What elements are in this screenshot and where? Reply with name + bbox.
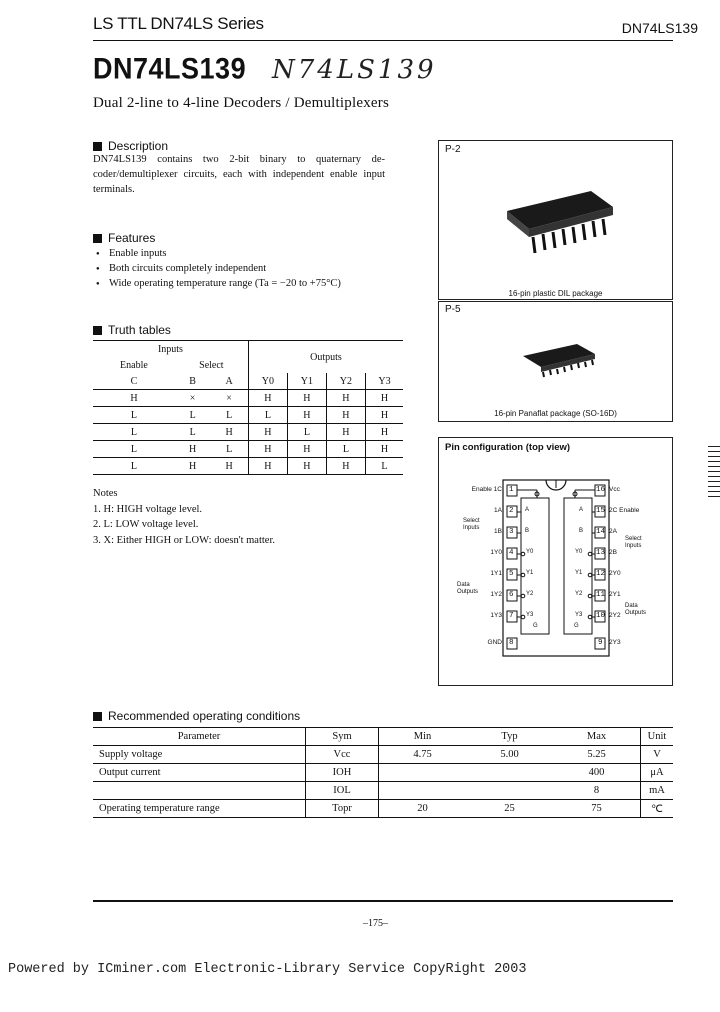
cell: L: [210, 441, 248, 458]
dil-package-icon: [499, 183, 619, 263]
table-row: [93, 424, 403, 441]
feature-item: ● Wide operating temperature range (Ta = −20 to +75°C): [96, 276, 396, 291]
features-heading: Features: [93, 231, 155, 245]
recommended-table: [93, 727, 673, 818]
internal-label: Y2: [575, 591, 583, 597]
internal-label: Y0: [575, 549, 583, 555]
feature-item: ● Both circuits completely independent: [96, 261, 396, 276]
cell: 400: [553, 764, 641, 782]
part-title: DN74LS139: [93, 52, 247, 85]
table-row: [93, 407, 403, 424]
cell: 8: [553, 782, 641, 800]
truth-table: [93, 340, 403, 475]
enable-header: Enable: [120, 359, 148, 371]
pin-number: 13: [596, 549, 606, 557]
table-row: [93, 390, 403, 407]
pin-label: 2Y3: [609, 639, 621, 646]
pin-label: 2B: [609, 549, 617, 556]
cell: V: [653, 749, 661, 760]
pin-label: 1Y1: [490, 570, 502, 577]
pin-config-heading: Pin configuration (top view): [445, 442, 571, 453]
cell: H: [326, 390, 365, 407]
cell: [466, 764, 553, 782]
cell: 4.75: [413, 749, 432, 760]
cell: H: [248, 424, 287, 441]
cell: H: [380, 426, 389, 438]
col-header: Y1: [287, 373, 326, 390]
page-number: –175–: [363, 918, 388, 929]
cell: L: [130, 409, 137, 421]
cell: H: [287, 458, 326, 475]
cell: H: [326, 424, 365, 441]
pin-number: 12: [596, 570, 606, 578]
cell: L: [210, 407, 248, 424]
group-label: Select Inputs: [625, 536, 642, 549]
outputs-header: Outputs: [310, 351, 342, 363]
group-label: Select Inputs: [463, 518, 480, 531]
col-header: Y0: [248, 373, 287, 390]
internal-label: Y0: [526, 549, 534, 555]
pin-number: 4: [509, 549, 514, 557]
cell: H: [380, 443, 389, 455]
cell: ×: [210, 390, 248, 407]
col-header: Parameter: [93, 728, 306, 746]
cell: H: [380, 409, 389, 421]
sop-package-icon: [519, 340, 599, 380]
cell: [379, 764, 467, 782]
footer-rule: [93, 900, 673, 902]
internal-label: A: [525, 507, 530, 513]
powered-by-footer: Powered by ICminer.com Electronic-Library Service CopyRight 2003: [8, 962, 527, 977]
col-header: Max: [553, 728, 641, 746]
internal-label: G: [533, 623, 538, 629]
pin-label: 2Y1: [609, 591, 621, 598]
cell: L: [130, 443, 137, 455]
cell: H: [248, 390, 287, 407]
note-item: 2. L: LOW voltage level.: [93, 519, 199, 530]
internal-label: B: [525, 528, 530, 534]
cell: H: [326, 458, 365, 475]
package-p2-box: [438, 140, 673, 300]
table-row: [93, 764, 673, 782]
pin-label: 2Y2: [609, 612, 621, 619]
pin-number: 16: [596, 486, 606, 494]
package-caption: 16-pin plastic DIL package: [508, 289, 603, 298]
cell: μA: [650, 767, 664, 778]
pin-number: 7: [509, 612, 514, 620]
inputs-header: Inputs: [93, 341, 248, 358]
scan-edge-mark: [708, 446, 720, 498]
pin-number: 5: [509, 570, 514, 578]
section-bullet-icon: [93, 326, 102, 335]
internal-label: Y2: [526, 591, 534, 597]
handwritten-annotation: N74LS139: [272, 55, 437, 85]
table-row: [93, 782, 673, 800]
cell: L: [326, 441, 365, 458]
note-item: 1. H: HIGH voltage level.: [93, 503, 203, 515]
table-row: [93, 746, 673, 764]
recommended-heading: Recommended operating conditions: [93, 709, 300, 723]
col-header: Y2: [326, 373, 365, 390]
truth-table-heading: Truth tables: [93, 323, 171, 337]
pin-number: 14: [596, 528, 606, 536]
col-header: A: [210, 373, 248, 390]
package-caption: 16-pin Panaflat package (SO-16D): [494, 409, 617, 418]
cell: ×: [189, 392, 196, 404]
cell: 5.25: [553, 746, 641, 764]
col-header: Y3: [378, 375, 391, 387]
section-bullet-icon: [93, 142, 102, 151]
pin-number: 11: [596, 591, 606, 599]
col-header: B: [189, 375, 196, 387]
select-header: Select: [175, 357, 249, 373]
cell: Operating temperature range: [93, 800, 306, 818]
description-heading: Description: [93, 139, 168, 153]
cell: Vcc: [306, 746, 379, 764]
cell: L: [130, 460, 137, 472]
cell: L: [381, 460, 388, 472]
notes-heading: Notes: [93, 488, 118, 499]
cell: IOH: [306, 764, 379, 782]
header-rule: [93, 40, 673, 41]
col-header: Typ: [501, 731, 518, 742]
cell: L: [189, 426, 196, 438]
cell: H: [189, 460, 197, 472]
pin-label: 1Y0: [490, 549, 502, 556]
pin-number: 6: [509, 591, 514, 599]
cell: H: [248, 441, 287, 458]
series-title: LS TTL DN74LS Series: [93, 14, 264, 33]
col-header: Unit: [647, 731, 667, 742]
cell: 5.00: [500, 749, 519, 760]
features-list: [96, 246, 396, 291]
cell: 25: [504, 803, 515, 814]
col-header: Min: [413, 731, 432, 742]
pin-number: 15: [596, 507, 606, 515]
package-code: P-2: [445, 144, 461, 155]
feature-item: ● Enable inputs: [96, 246, 396, 261]
package-p5-box: [438, 301, 673, 422]
pin-config-box: [438, 437, 673, 686]
cell: Supply voltage: [93, 746, 306, 764]
cell: H: [287, 441, 326, 458]
internal-label: Y1: [526, 570, 534, 576]
section-bullet-icon: [93, 712, 102, 721]
cell: Topr: [306, 800, 379, 818]
cell: H: [248, 458, 287, 475]
group-label: Data Outputs: [625, 603, 647, 616]
header-part-code: DN74LS139: [621, 20, 698, 36]
internal-label: Y3: [575, 612, 583, 618]
pin-label: 1Y2: [490, 591, 502, 598]
cell: 75: [553, 800, 641, 818]
internal-label: A: [579, 507, 584, 513]
col-header: Sym: [306, 728, 379, 746]
pin-label: Vcc: [609, 486, 620, 493]
cell: H: [130, 392, 138, 404]
cell: [379, 782, 467, 800]
cell: mA: [649, 785, 665, 796]
internal-label: G: [574, 623, 579, 629]
note-item: 3. X: Either HIGH or LOW: doesn't matter.: [93, 534, 276, 546]
pin-label: 1B: [494, 528, 502, 535]
pin-config-diagram: [439, 438, 672, 685]
pin-number: 3: [509, 528, 514, 536]
cell: L: [189, 409, 196, 421]
cell: H: [287, 407, 326, 424]
pin-label: 2A: [609, 528, 617, 535]
section-bullet-icon: [93, 234, 102, 243]
pin-label: 1A: [494, 507, 502, 514]
pin-label: 2Y0: [609, 570, 621, 577]
package-code: P-5: [445, 304, 461, 315]
internal-label: Y1: [575, 570, 583, 576]
cell: Output current: [93, 764, 306, 782]
pin-number: 10: [596, 612, 606, 620]
internal-label: Y3: [526, 612, 534, 618]
cell: H: [210, 424, 248, 441]
table-row: [93, 800, 673, 818]
cell: L: [287, 424, 326, 441]
cell: H: [380, 392, 389, 404]
pin-number: 2: [509, 507, 514, 515]
cell: H: [287, 390, 326, 407]
table-row: [93, 441, 403, 458]
subtitle: Dual 2-line to 4-line Decoders / Demultiplexers: [93, 95, 389, 111]
cell: IOL: [306, 782, 379, 800]
cell: L: [248, 407, 287, 424]
cell: H: [189, 443, 197, 455]
table-row: [93, 458, 403, 475]
group-label: Data Outputs: [457, 582, 479, 595]
cell: ℃: [651, 803, 663, 815]
cell: 20: [417, 803, 428, 814]
pin-label: Enable 1C: [471, 486, 502, 493]
cell: [93, 782, 306, 800]
cell: [466, 782, 553, 800]
pin-label: GND: [487, 639, 502, 646]
col-header: C: [130, 375, 138, 387]
cell: H: [326, 407, 365, 424]
pin-number: 9: [598, 639, 603, 647]
pin-label: 1Y3: [490, 612, 502, 619]
pin-number: 1: [509, 486, 514, 494]
notes: [93, 486, 275, 548]
pin-number: 8: [509, 639, 514, 647]
cell: H: [210, 458, 248, 475]
description-text: DN74LS139 contains two 2-bit binary to quaternary de-coder/demultiplexer circuits, each with independent enable input terminals.: [93, 154, 385, 195]
internal-label: B: [579, 528, 584, 534]
pin-label: 2C Enable: [609, 507, 640, 514]
cell: L: [130, 426, 137, 438]
